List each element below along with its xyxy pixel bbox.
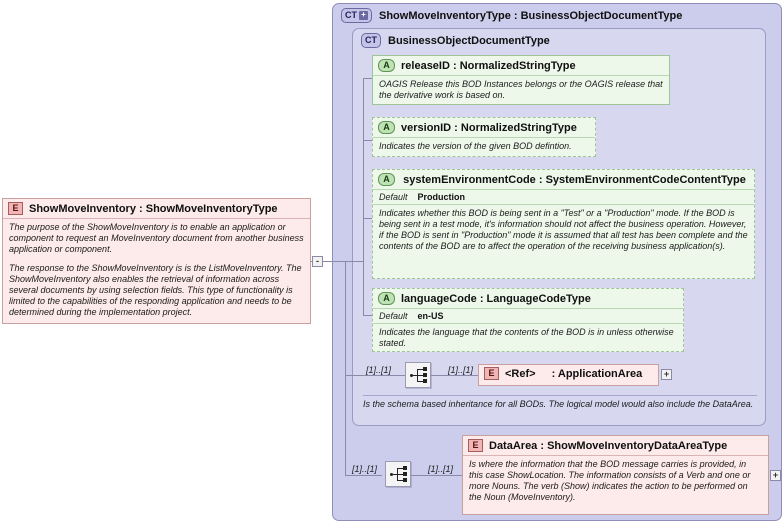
element-badge-icon: E	[484, 367, 499, 380]
outer-type-title: ShowMoveInventoryType : BusinessObjectDocumentType	[379, 9, 683, 22]
dataarea-header	[463, 436, 768, 456]
apparea-expander[interactable]: +	[661, 369, 672, 380]
dataarea-title: DataArea : ShowMoveInventoryDataAreaType	[489, 439, 728, 452]
connector-apparea-seq-to-ref	[431, 375, 478, 376]
inner-type-header	[353, 29, 765, 50]
attribute-badge-icon: A	[378, 121, 395, 134]
ct-badge-icon-inner	[361, 33, 381, 48]
connector-attr-languagecode	[363, 315, 372, 316]
root-collapse-expander[interactable]: -	[312, 256, 323, 267]
attribute-releaseid[interactable]	[372, 55, 670, 105]
attribute-badge-icon: A	[378, 173, 395, 186]
inner-type-note: Is the schema based inheritance for all BODs. The logical model would also include the DataArea.	[363, 395, 757, 410]
ct-badge-icon	[341, 8, 372, 23]
attribute-badge-icon: A	[378, 292, 395, 305]
seq-sq2	[423, 373, 427, 377]
seq-sq2	[403, 472, 407, 476]
seq-sq3	[423, 379, 427, 383]
ct-badge-label-inner: CT	[365, 35, 377, 45]
outer-type-header	[333, 4, 781, 25]
connector-attr-releaseid	[363, 78, 372, 79]
default-value: Production	[417, 192, 466, 202]
connector-trunk-main	[345, 261, 346, 476]
default-label: Default	[379, 192, 408, 202]
attribute-versionid-title: versionID : NormalizedStringType	[401, 121, 577, 134]
element-badge-icon: E	[468, 439, 483, 452]
root-element-header	[3, 199, 310, 219]
seq-sq3	[403, 478, 407, 482]
connector-root-to-trunk	[323, 261, 345, 262]
root-element-documentation	[3, 219, 310, 322]
default-label: Default	[379, 311, 408, 321]
ct-badge-label: CT	[345, 10, 357, 20]
attribute-versionid-documentation: Indicates the version of the given BOD defintion.	[379, 141, 572, 151]
element-badge-icon: E	[8, 202, 23, 215]
attribute-versionid-header	[373, 118, 595, 138]
root-element-doc-paragraph-1: The purpose of the ShowMoveInventory is to enable an application or component to request an MoveInventory document from another business application or component.	[9, 222, 304, 254]
attribute-badge-icon: A	[378, 59, 395, 72]
doc-paragraph-spacer	[9, 255, 304, 263]
element-dataarea[interactable]	[462, 435, 769, 515]
connector-attr-trunk	[363, 78, 364, 315]
connector-trunk-to-dataarea	[345, 475, 382, 476]
attribute-systemenvironmentcode-documentation: Indicates whether this BOD is being sent in a "Test" or a "Production" mode. If the BOD is being sent in a test mode, it's information should not affect the business operation. However, if the BOD is sent in "Production" mode it is assumed that all test has been complete and the contents of the BOD are to affect the operation of the receiving business application(s).	[379, 208, 748, 251]
attribute-languagecode-title: languageCode : LanguageCodeType	[401, 292, 591, 305]
attribute-languagecode-header	[373, 289, 683, 309]
attribute-releaseid-header	[373, 56, 669, 76]
connector-dataarea-seq-to-box	[411, 475, 462, 476]
seq-sq1	[403, 466, 407, 470]
attribute-systemenvironmentcode-header	[373, 170, 754, 190]
connector-trunk-to-attr-trunk	[345, 261, 363, 262]
attribute-languagecode[interactable]	[372, 288, 684, 352]
cardinality-apparea-left: [1]..[1]	[366, 365, 392, 375]
connector-attr-systemenvironmentcode	[363, 218, 372, 219]
attribute-releaseid-title: releaseID : NormalizedStringType	[401, 59, 576, 72]
root-element-doc-paragraph-2: The response to the ShowMoveInventory is is the ListMoveInventory. The ShowMoveInventory also enables the retrieval of information across several documents by using selection fields. This type of functionality is limited to the capabilities of the responding application and needs to be determined during the implementation project.	[9, 262, 302, 317]
inner-type-title: BusinessObjectDocumentType	[388, 34, 550, 47]
connector-attr-versionid	[363, 140, 372, 141]
attribute-systemenvironmentcode-default	[373, 190, 754, 205]
dataarea-documentation: Is where the information that the BOD message carries is provided, in this case ShowLocation. The information consists of a Verb and one or more Nouns. The verb (Show) indicates the action to be performed on the Noun (MoveInventory).	[469, 459, 751, 502]
default-value: en-US	[417, 311, 444, 321]
apparea-ref-label: <Ref>	[505, 367, 536, 380]
attribute-languagecode-documentation: Indicates the language that the contents of the BOD is in unless otherwise stated.	[379, 327, 674, 348]
attribute-languagecode-default	[373, 309, 683, 324]
cardinality-dataarea-right: [1]..[1]	[428, 464, 454, 474]
element-ref-applicationarea[interactable]	[478, 364, 659, 386]
apparea-header	[479, 365, 658, 383]
element-showmoveinventory[interactable]	[2, 198, 311, 324]
connector-trunk-to-apparea-seq	[345, 375, 405, 376]
attribute-versionid[interactable]	[372, 117, 596, 157]
apparea-title: : ApplicationArea	[551, 367, 643, 380]
root-element-title: ShowMoveInventory : ShowMoveInventoryType	[29, 202, 278, 215]
sequence-compositor-icon[interactable]	[405, 362, 431, 388]
sequence-compositor-icon[interactable]	[385, 461, 411, 487]
cardinality-apparea-right: [1]..[1]	[448, 365, 474, 375]
attribute-systemenvironmentcode[interactable]	[372, 169, 755, 279]
seq-sq1	[423, 367, 427, 371]
attribute-systemenvironmentcode-title: systemEnvironmentCode : SystemEnvironmentCodeContentType	[403, 173, 746, 186]
attribute-releaseid-documentation: OAGIS Release this BOD Instances belongs or the OAGIS release that the derivative work is based on.	[379, 79, 663, 100]
ct-expand-plus-icon[interactable]: +	[359, 11, 368, 20]
dataarea-expander[interactable]: +	[770, 470, 781, 481]
cardinality-dataarea-left: [1]..[1]	[352, 464, 378, 474]
